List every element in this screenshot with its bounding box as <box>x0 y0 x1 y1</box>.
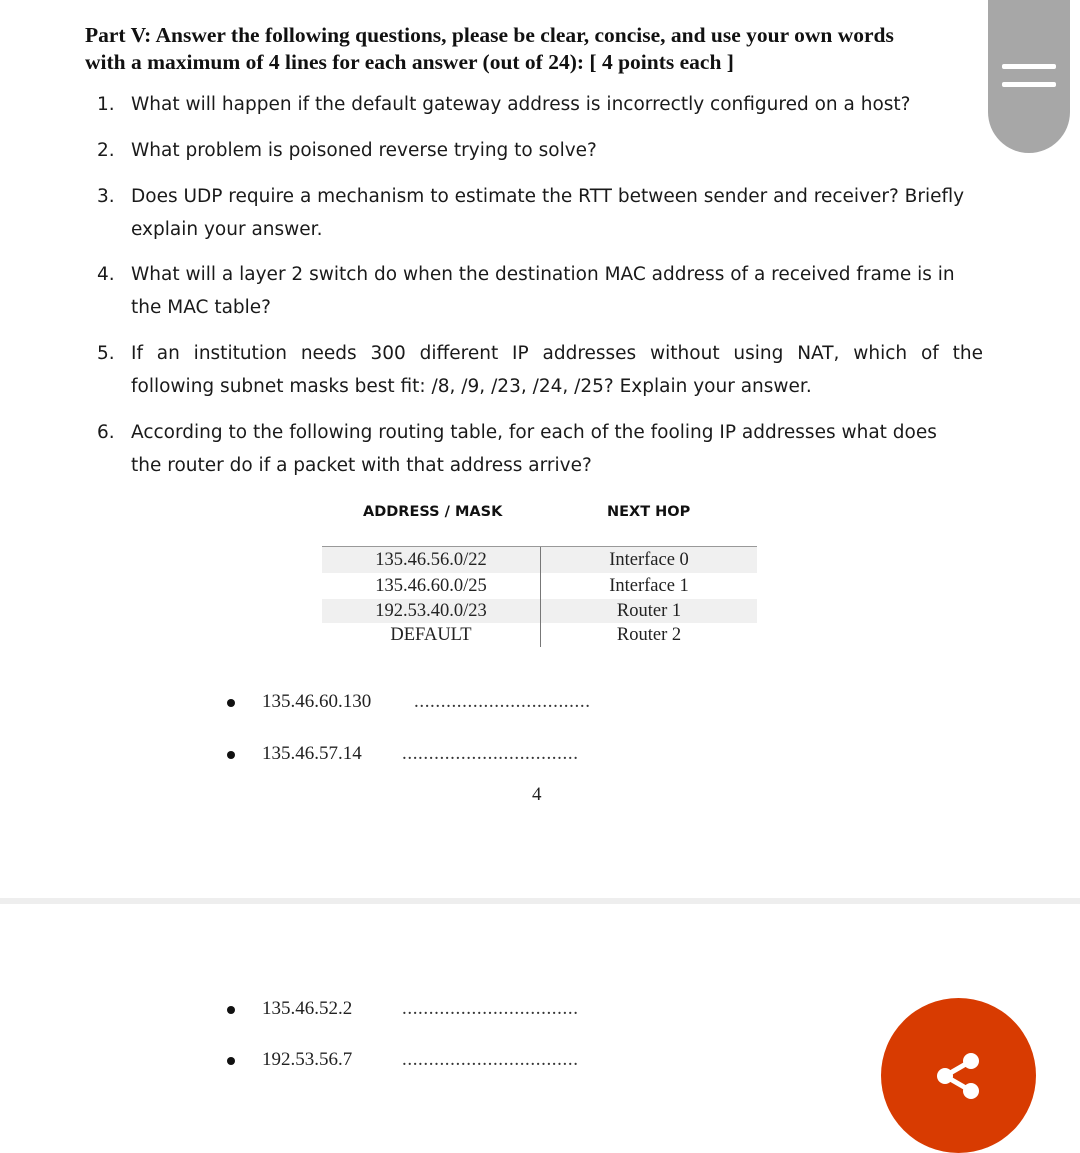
bullet-icon <box>227 1057 235 1065</box>
address-cell: DEFAULT <box>322 623 541 647</box>
scroll-handle-grip-icon <box>1002 64 1056 69</box>
question-line: following subnet masks best fit: /8, /9, /23, /24, /25? Explain your answer. <box>131 376 812 397</box>
question-line: If an institution needs 300 different IP addresses without using NAT, which of the <box>131 343 983 364</box>
next-hop-cell: Interface 0 <box>609 550 689 570</box>
question-number: 1. <box>97 94 115 115</box>
question-number: 6. <box>97 422 115 443</box>
question-line: What will a layer 2 switch do when the destination MAC address of a received frame is in <box>131 264 955 285</box>
answer-blank: ................................. <box>402 1049 579 1070</box>
question-text <box>131 180 983 246</box>
table-header-address: ADDRESS / MASK <box>363 504 503 520</box>
table-row <box>322 573 757 599</box>
answer-blank: ................................. <box>402 998 579 1019</box>
share-button[interactable] <box>881 998 1036 1153</box>
bullet-icon <box>227 699 235 707</box>
question-line: According to the following routing table, for each of the fooling IP addresses what does <box>131 422 937 443</box>
next-hop-cell: Router 2 <box>616 625 682 645</box>
question-text <box>131 134 983 167</box>
table-row <box>322 599 757 623</box>
ip-address: 135.46.60.130 <box>262 691 372 712</box>
question-text <box>131 258 983 324</box>
ip-address: 135.46.57.14 <box>262 743 362 764</box>
heading-line-1: Part V: Answer the following questions, please be clear, concise, and use your own words <box>85 23 894 47</box>
table-row <box>322 547 757 573</box>
routing-table <box>322 546 757 647</box>
answer-blank: ................................. <box>414 691 591 712</box>
next-hop-cell: Interface 1 <box>609 576 689 596</box>
scroll-handle-grip-icon <box>1002 82 1056 87</box>
address-cell: 135.46.56.0/22 <box>322 547 541 573</box>
next-hop-cell: Router 1 <box>616 601 682 621</box>
scroll-handle[interactable] <box>988 0 1070 153</box>
ip-address: 135.46.52.2 <box>262 998 353 1019</box>
share-icon <box>933 1050 985 1102</box>
table-header-next-hop: NEXT HOP <box>607 504 691 520</box>
table-row <box>322 623 757 647</box>
question-line: Does UDP require a mechanism to estimate the RTT between sender and receiver? Briefly <box>131 186 965 207</box>
question-number: 2. <box>97 140 115 161</box>
ip-address: 192.53.56.7 <box>262 1049 353 1070</box>
address-cell: 192.53.40.0/23 <box>322 599 541 623</box>
question-line: What will happen if the default gateway address is incorrectly configured on a host? <box>131 94 911 115</box>
question-text <box>131 88 983 121</box>
section-heading <box>85 22 990 76</box>
answer-blank: ................................. <box>402 743 579 764</box>
heading-line-2: with a maximum of 4 lines for each answer (out of 24): [ 4 points each ] <box>85 50 734 74</box>
bullet-icon <box>227 1006 235 1014</box>
question-text <box>131 416 983 482</box>
question-text <box>131 337 983 403</box>
bullet-icon <box>227 751 235 759</box>
question-line: the MAC table? <box>131 297 272 318</box>
address-cell: 135.46.60.0/25 <box>322 573 541 599</box>
question-line: the router do if a packet with that address arrive? <box>131 455 592 476</box>
question-line: explain your answer. <box>131 219 323 240</box>
question-line: What problem is poisoned reverse trying to solve? <box>131 140 597 161</box>
page-number: 4 <box>532 784 542 805</box>
question-number: 5. <box>97 343 115 364</box>
question-number: 3. <box>97 186 115 207</box>
question-number: 4. <box>97 264 115 285</box>
